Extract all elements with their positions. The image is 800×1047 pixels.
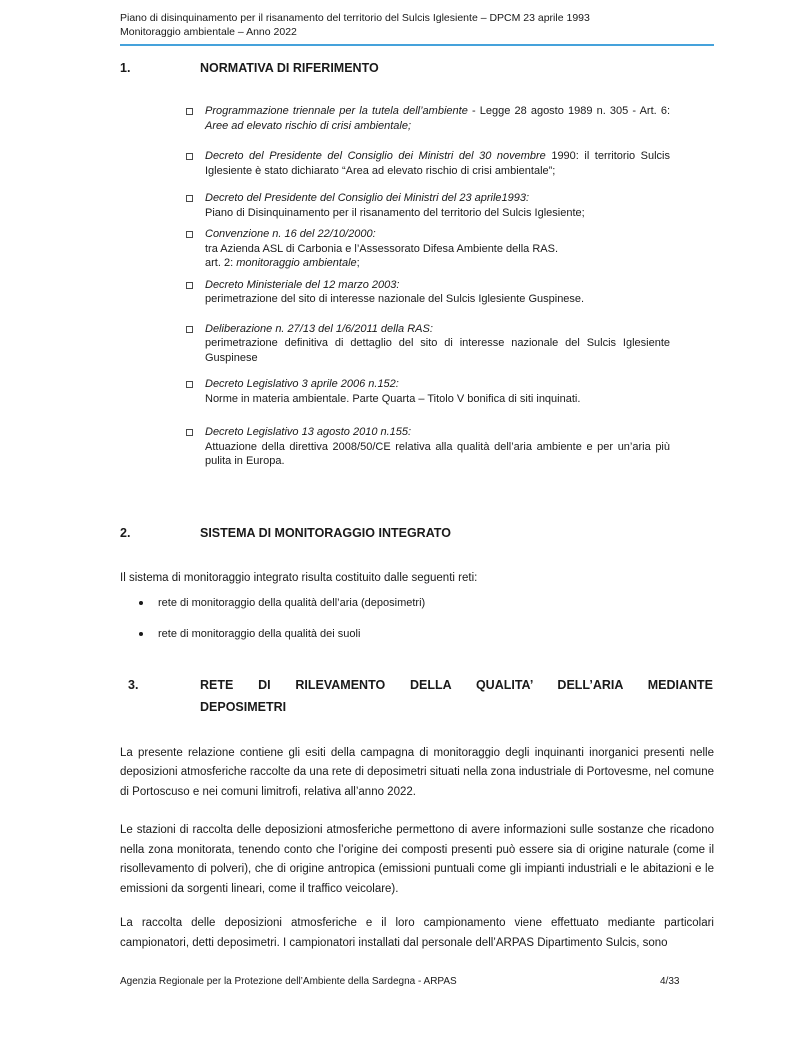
square-bullet-icon <box>186 429 193 436</box>
footer-agency-name: Agenzia Regionale per la Protezione dell’Ambiente della Sardegna - ARPAS <box>120 976 457 987</box>
page-header <box>120 12 714 46</box>
square-bullet-icon <box>186 195 193 202</box>
reference-text-segment: ; <box>356 257 360 269</box>
monitoring-network-list <box>137 596 800 641</box>
reference-item <box>185 377 670 406</box>
section-3-title-line-2: DEPOSIMETRI <box>200 699 287 714</box>
reference-item <box>185 104 670 133</box>
network-item <box>137 627 800 641</box>
section-3-number: 3. <box>128 677 139 692</box>
round-bullet-icon <box>139 601 143 605</box>
reference-text-segment: Norme in materia ambientale. Parte Quarta – Titolo V bonifica di siti inquinati. <box>205 392 581 405</box>
body-paragraph: Le stazioni di raccolta delle deposizioni atmosferiche permettono di avere informazioni sulle sostanze che ricadono nella zona monitorata, tenendo conto che l’origine dei composti presenti può essere sia di origine naturale (come il risollevamento di polveri), che di origine antropica (emissioni puntuali come gli impianti industriali e le abitazioni e le emissioni da sorgenti lineari, come il traffico veicolare). <box>120 824 714 895</box>
reference-text-segment: monitoraggio ambientale <box>236 257 357 269</box>
header-line-1: Piano di disinquinamento per il risanamento del territorio del Sulcis Iglesiente – DPCM 23 aprile 1993 <box>120 12 590 24</box>
reference-text-segment: perimetrazione del sito di interesse nazionale del Sulcis Iglesiente Guspinese. <box>205 293 585 305</box>
document-page <box>0 12 800 1047</box>
body-paragraph: La raccolta delle deposizioni atmosferiche e il loro campionamento viene effettuato mediante particolari campionatori, detti deposimetri. I campionatori installati dal personale dell’ARPAS Dipartimento Sulcis, sono <box>120 917 714 949</box>
section-2-intro: Il sistema di monitoraggio integrato risulta costituito dalle seguenti reti: <box>120 571 478 584</box>
reference-text-segment: perimetrazione definitiva di dettaglio del sito di interesse nazionale del Sulcis Iglesiente Guspinese <box>205 337 670 364</box>
reference-text-segment: Attuazione della direttiva 2008/50/CE relativa alla qualità dell’aria ambiente e per un’aria più pulita in Europa. <box>205 440 670 467</box>
section-1-heading <box>120 61 713 76</box>
reference-item <box>185 191 670 220</box>
reference-text-segment: Programmazione triennale per la tutela dell’ambiente <box>205 105 468 117</box>
reference-item <box>185 322 670 366</box>
section-1-title: NORMATIVA DI RIFERIMENTO <box>200 61 379 75</box>
section-2-heading <box>120 526 713 541</box>
square-bullet-icon <box>186 326 193 333</box>
reference-item <box>185 227 670 271</box>
square-bullet-icon <box>186 108 193 115</box>
section-2-number: 2. <box>120 525 131 540</box>
network-item <box>137 596 800 610</box>
page-number: 4/33 <box>660 976 680 987</box>
square-bullet-icon <box>186 381 193 388</box>
reference-text-segment: Aree ad elevato rischio di crisi ambientale; <box>205 119 412 132</box>
body-paragraph: La presente relazione contiene gli esiti della campagna di monitoraggio degli inquinanti inorganici presenti nelle deposizioni atmosferiche raccolte da una rete di deposimetri situati nella zona industriale di Portovesme, nel comune di Portoscuso e nei comuni limitrofi, relativa all’anno 2022. <box>120 746 714 798</box>
reference-text-segment: Decreto Legislativo 3 aprile 2006 n.152: <box>205 378 399 390</box>
section-3-title-line-1: RETE DI RILEVAMENTO DELLA QUALITA’ DELL’ARIA MEDIANTE <box>200 677 713 692</box>
network-item-label: rete di monitoraggio della qualità dell’aria (deposimetri) <box>158 596 426 609</box>
reference-text-segment: Decreto Legislativo 13 agosto 2010 n.155: <box>205 426 412 438</box>
reference-text-segment: 1990: il territorio Sulcis Iglesiente è stato dichiarato “Area ad elevato rischio di crisi ambientale”; <box>205 150 671 177</box>
reference-text-segment: - Legge 28 agosto 1989 n. 305 - Art. 6: <box>467 105 670 117</box>
square-bullet-icon <box>186 231 193 238</box>
section-3-body <box>120 744 714 954</box>
square-bullet-icon <box>186 153 193 160</box>
reference-item <box>185 278 670 307</box>
round-bullet-icon <box>139 632 143 636</box>
reference-item <box>185 149 670 178</box>
reference-text-segment: Decreto del Presidente del Consiglio dei Ministri del 23 aprile1993: <box>205 192 530 204</box>
reference-item <box>185 425 670 469</box>
header-line-2: Monitoraggio ambientale – Anno 2022 <box>120 25 297 38</box>
reference-list <box>185 104 670 469</box>
reference-text-segment: Decreto del Presidente del Consiglio dei Ministri del 30 novembre <box>205 150 546 162</box>
network-item-label: rete di monitoraggio della qualità dei suoli <box>158 627 361 640</box>
section-1-number: 1. <box>120 61 131 75</box>
section-2-title: SISTEMA DI MONITORAGGIO INTEGRATO <box>200 525 451 540</box>
square-bullet-icon <box>186 282 193 289</box>
reference-text-segment: art. 2: <box>205 257 237 269</box>
reference-text-segment: tra Azienda ASL di Carbonia e l’Assessorato Difesa Ambiente della RAS. <box>205 242 559 255</box>
reference-text-segment: Piano di Disinquinamento per il risanamento del territorio del Sulcis Iglesiente; <box>205 206 585 219</box>
section-3-heading <box>120 674 713 718</box>
reference-text-segment: Convenzione n. 16 del 22/10/2000: <box>205 228 376 240</box>
reference-text-segment: Decreto Ministeriale del 12 marzo 2003: <box>205 278 400 291</box>
reference-text-segment: Deliberazione n. 27/13 del 1/6/2011 della RAS: <box>205 322 433 335</box>
